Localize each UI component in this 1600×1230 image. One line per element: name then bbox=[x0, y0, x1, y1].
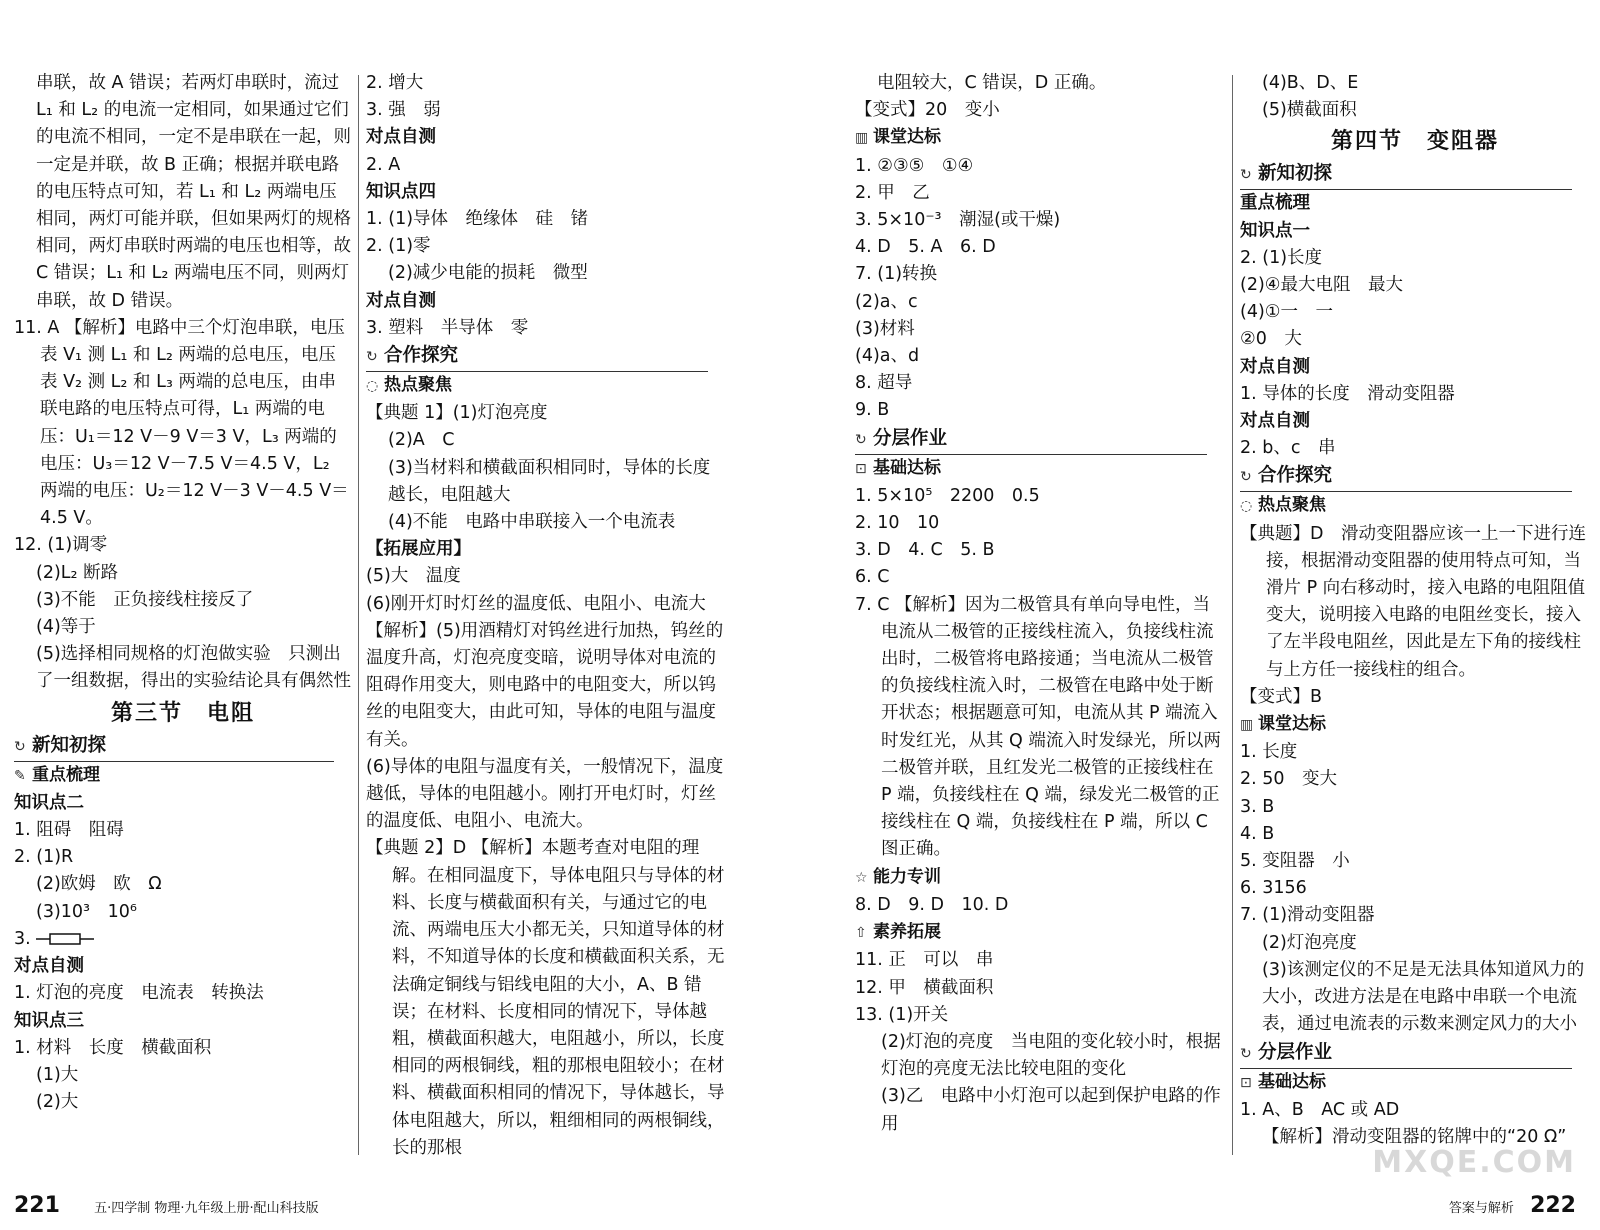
knowledge-point: 知识点三 bbox=[14, 1010, 84, 1031]
knowledge-point: 知识点四 bbox=[366, 181, 436, 202]
subheading: ◌ 热点聚焦 bbox=[366, 372, 726, 400]
answer-line: 4. D 5. A 6. D bbox=[855, 237, 996, 258]
answer-line: 1. (1)导体 绝缘体 硅 锗 bbox=[366, 209, 589, 230]
answer-line: 1. ②③⑤ ①④ bbox=[855, 155, 974, 176]
answer-line: 3. B bbox=[1240, 796, 1275, 817]
answer-line: (2)大 bbox=[36, 1092, 79, 1113]
answer-line: (4)等于 bbox=[36, 617, 96, 638]
answer-line: 6. 3156 bbox=[1240, 878, 1307, 899]
answer-line: 13. (1)开关 bbox=[855, 1004, 949, 1025]
answer-line: (3)该测定仪的不足是无法具体知道风力的大小，改进方法是在电路中串联一个电流表，通过电流表的示数来测定风力的大小 bbox=[1262, 959, 1585, 1035]
subheading: 重点梳理 bbox=[1240, 193, 1310, 214]
answer-line: 【变式】20 变小 bbox=[855, 100, 1000, 121]
up-arrow-icon: ⇧ bbox=[855, 925, 867, 942]
answer-line: 1. 材料 长度 横截面积 bbox=[14, 1037, 212, 1058]
answer-line: 1. 5×10⁵ 2200 0.5 bbox=[855, 485, 1040, 506]
answer-line: 8. D 9. D 10. D bbox=[855, 894, 1009, 915]
subheading: ☆ 能力专训 bbox=[855, 864, 1225, 892]
footer-left bbox=[14, 1193, 319, 1218]
subheading: 对点自测 bbox=[366, 127, 436, 148]
answer-line: 2. 50 变大 bbox=[1240, 769, 1338, 790]
section-bar: ↻ 分层作业 bbox=[855, 425, 1207, 455]
flame-icon: ◌ bbox=[1240, 498, 1253, 515]
answer-line: (2)L₂ 断路 bbox=[36, 562, 119, 583]
answer-line: (4)B、D、E bbox=[1262, 73, 1359, 93]
answer-text: 7. C 【解析】因为二极管具有单向导电性，当电流从二极管的正接线柱流入，负接线柱流出时，二极管将电路接通；当电流从二极管的负接线柱流入时，二极管在电路中处于断开状态；根据题意可知，电流从其 P 端流入时发红光，从其 Q 端流入时发绿光，所以两二极管并联，且红发光二极管的正接线柱在 P 端，负接线柱在 Q 端，绿发光二极管的正接线柱在 Q 端，负接线柱在 P 端，所以 C 图正确。 bbox=[855, 594, 1221, 860]
column-4 bbox=[1240, 70, 1590, 1151]
knowledge-point: 知识点一 bbox=[1240, 220, 1310, 241]
answer-line: 3. D 4. C 5. B bbox=[855, 540, 995, 561]
subheading: ⊡ 基础达标 bbox=[855, 455, 1225, 483]
answer-line: 3. 5×10⁻³ 潮湿(或干燥) bbox=[855, 210, 1061, 231]
subheading: 【拓展应用】 bbox=[366, 539, 471, 560]
answer-line: 1. 灯泡的亮度 电流表 转换法 bbox=[14, 983, 264, 1004]
star-icon: ☆ bbox=[855, 869, 868, 886]
answer-line: 【变式】B bbox=[1240, 686, 1323, 707]
answer-line: 4. B bbox=[1240, 823, 1275, 844]
answer-line: 7. (1)转换 bbox=[855, 264, 938, 285]
section-bar: ↻ 新知初探 bbox=[1240, 160, 1572, 190]
column-divider bbox=[1232, 75, 1233, 1155]
arrow-icon: ↻ bbox=[1240, 469, 1252, 486]
flame-icon: ◌ bbox=[366, 378, 379, 395]
watermark: MXQE.COM bbox=[1372, 1145, 1576, 1180]
column-divider bbox=[358, 75, 359, 1155]
answer-line: (2)④最大电阻 最大 bbox=[1240, 275, 1403, 296]
answer-line: (1)大 bbox=[36, 1064, 79, 1085]
answer-line: 2. (1)零 bbox=[366, 236, 431, 257]
answer-line: 1. 阻碍 阻碍 bbox=[14, 820, 124, 841]
book-icon: ▥ bbox=[855, 130, 869, 147]
page-number: 221 bbox=[14, 1193, 60, 1218]
answer-line: 3. 塑料 半导体 零 bbox=[366, 317, 529, 338]
answer-line: (5)大 温度 bbox=[366, 566, 461, 587]
answer-line: (3)当材料和横截面积相同时，导体的长度越长，电阻越大 bbox=[388, 457, 711, 505]
answer-line: 8. 超导 bbox=[855, 373, 913, 394]
answer-12: 12. (1)调零 bbox=[14, 535, 108, 556]
lock-icon: ⊡ bbox=[1240, 1074, 1252, 1091]
lock-icon: ⊡ bbox=[855, 460, 867, 477]
answer-line: (2)灯泡亮度 bbox=[1262, 932, 1357, 953]
subheading: ◌ 热点聚焦 bbox=[1240, 492, 1590, 520]
section-bar: ↻ 合作探究 bbox=[1240, 462, 1572, 492]
answer-line: 1. A、B AC 或 AD bbox=[1240, 1099, 1400, 1120]
answer-line: 电阻较大，C 错误，D 正确。 bbox=[877, 73, 1107, 93]
answer-11: 11. A 【解析】电路中三个灯泡串联，电压表 V₁ 测 L₁ 和 L₂ 两端的总电压，电压表 V₂ 测 L₂ 和 L₃ 两端的总电压，由串联电路的电压特点可得，L₁ 两端的电压：U₁＝12 V－9 V＝3 V，L₃ 两端的电压：U₃＝12 V－7.5 V＝4.5 V，L₂ 两端的电压：U₂＝12 V－3 V－4.5 V＝4.5 V。 bbox=[14, 317, 349, 529]
arrow-icon: ↻ bbox=[366, 349, 378, 366]
answer-line: (6)刚开灯时灯丝的温度低、电阻小、电流大 bbox=[366, 593, 706, 614]
answer-line: 2. b、c 串 bbox=[1240, 438, 1336, 459]
column-2 bbox=[366, 70, 726, 1162]
answer-line: 9. B bbox=[855, 400, 890, 421]
answer-line: (4)①一 一 bbox=[1240, 302, 1333, 323]
answer-line: 2. 增大 bbox=[366, 73, 424, 93]
footer-right bbox=[1449, 1193, 1576, 1218]
answer-text: 【解析】(5)用酒精灯对钨丝进行加热，钨丝的温度升高，灯泡亮度变暗，说明导体对电流的阻碍作用变大，则电路中的电阻变大，所以钨丝的电阻变大，由此可知，导体的电阻与温度有关。 bbox=[366, 620, 724, 750]
answer-line: 2. 甲 乙 bbox=[855, 182, 930, 203]
subheading: 对点自测 bbox=[1240, 356, 1310, 377]
resistor-symbol-icon bbox=[36, 932, 96, 946]
answer-line: (5)选择相同规格的灯泡做实验 只测出了一组数据，得出的实验结论具有偶然性 bbox=[36, 644, 351, 692]
answer-text: 【典题 2】D 【解析】本题考查对电阻的理解。在相同温度下，导体电阻只与导体的材料、长度与横截面积有关，与通过它的电流、两端电压大小都无关，只知道导体的材料，不知道导体的长度和横截面积关系，无法确定铜线与铝线电阻的大小，A、B 错误；在材料、长度相同的情况下，导体越粗，横截面积越大，电阻越小，所以，长度相同的两根铜线，粗的那根电阻较小；在材料、横截面积相同的情况下，导体越长，导体电阻越大，所以，粗细相同的两根铜线，长的那根 bbox=[366, 838, 725, 1158]
subheading: ▥ 课堂达标 bbox=[855, 124, 1225, 152]
answer-line: (5)横截面积 bbox=[1262, 100, 1357, 121]
answer-line: 7. (1)滑动变阻器 bbox=[1240, 905, 1375, 926]
subheading: ✎ 重点梳理 bbox=[14, 762, 352, 790]
answer-line: ②0 大 bbox=[1240, 329, 1302, 350]
section-title: 第三节 电阻 bbox=[110, 700, 255, 726]
answer-line: 【典题 1】(1)灯泡亮度 bbox=[366, 403, 548, 424]
page-number: 222 bbox=[1530, 1193, 1576, 1218]
answer-line: (2)A C bbox=[388, 430, 455, 451]
answer-line: 2. A bbox=[366, 154, 401, 175]
answer-line: 5. 变阻器 小 bbox=[1240, 851, 1350, 872]
answer-line: (2)欧姆 欧 Ω bbox=[36, 874, 162, 895]
section-bar: ↻ 合作探究 bbox=[366, 342, 708, 372]
book-icon: ▥ bbox=[1240, 717, 1254, 734]
answer-line: 3. 强 弱 bbox=[366, 100, 441, 121]
answer-text: (6)导体的电阻与温度有关，一般情况下，温度越低，导体的电阻越小。刚打开电灯时，灯丝的温度低、电阻小、电流大。 bbox=[366, 756, 724, 832]
answer-line: 6. C bbox=[855, 567, 890, 588]
answer-line: 2. (1)R bbox=[14, 847, 74, 868]
answer-line: 1. 导体的长度 滑动变阻器 bbox=[1240, 383, 1455, 404]
answer-line: 11. 正 可以 串 bbox=[855, 950, 994, 971]
answer-line: (3)乙 电路中小灯泡可以起到保护电路的作用 bbox=[881, 1086, 1221, 1134]
subheading: ▥ 课堂达标 bbox=[1240, 711, 1590, 739]
column-1 bbox=[14, 70, 352, 1116]
subheading: ⊡ 基础达标 bbox=[1240, 1069, 1590, 1097]
book-title: 五·四学制 物理·九年级上册·配山科技版 bbox=[94, 1201, 319, 1216]
section-title: 第四节 变阻器 bbox=[1330, 129, 1499, 155]
answer-line: (2)灯泡的亮度 当电阻的变化较小时，根据灯泡的亮度无法比较电阻的变化 bbox=[881, 1031, 1221, 1080]
answer-line: (4)a、d bbox=[855, 346, 920, 367]
answer-line: (3)不能 正负接线柱接反了 bbox=[36, 589, 254, 610]
subheading: 对点自测 bbox=[366, 290, 436, 311]
knowledge-point: 知识点二 bbox=[14, 792, 84, 813]
answer-line: (3)10³ 10⁶ bbox=[36, 901, 137, 922]
arrow-icon: ↻ bbox=[1240, 1045, 1252, 1062]
answer-line: 1. 长度 bbox=[1240, 742, 1298, 763]
arrow-icon: ↻ bbox=[14, 738, 26, 755]
answer-line: (4)不能 电路中串联接入一个电流表 bbox=[388, 512, 676, 533]
answer-line: 【解析】滑动变阻器的铭牌中的“20 Ω” bbox=[1262, 1126, 1567, 1147]
answer-line: (3)材料 bbox=[855, 318, 915, 339]
section-bar: ↻ 新知初探 bbox=[14, 732, 334, 762]
answer-text: 串联，故 A 错误；若两灯串联时，流过 L₁ 和 L₂ 的电流一定相同，如果通过它们的电流不相同，一定不是串联在一起，则一定是并联，故 B 正确；根据并联电路的电压特点可知，若 L₁ 和 L₂ 两端电压相同，两灯可能并联，但如果两灯的规格相同，两灯串联时两端的电压也相等，故 C 错误；L₁ 和 L₂ 两端电压不同，则两灯串联，故 D 错误。 bbox=[36, 73, 351, 311]
section-bar: ↻ 分层作业 bbox=[1240, 1039, 1572, 1069]
subheading: ⇧ 素养拓展 bbox=[855, 919, 1225, 947]
answer-line: 12. 甲 横截面积 bbox=[855, 977, 994, 998]
pen-icon: ✎ bbox=[14, 767, 26, 784]
subheading: 对点自测 bbox=[1240, 411, 1310, 432]
arrow-icon: ↻ bbox=[1240, 167, 1252, 184]
subheading: 对点自测 bbox=[14, 956, 84, 977]
arrow-icon: ↻ bbox=[855, 431, 867, 448]
answer-line: (2)减少电能的损耗 微型 bbox=[388, 263, 588, 284]
answer-line: 3. bbox=[14, 926, 352, 953]
answer-line: 2. (1)长度 bbox=[1240, 247, 1323, 268]
answer-text: 【典题】D 滑动变阻器应该一上一下进行连接，根据滑动变阻器的使用特点可知，当滑片 P 向右移动时，接入电路的电阻阻值变大，说明接入电路的电阻丝变长，接入了左半段电阻丝，因此是左下角的接线柱与上方任一接线柱的组合。 bbox=[1240, 523, 1586, 680]
footer-caption: 答案与解析 bbox=[1448, 1201, 1514, 1216]
answer-line: (2)a、c bbox=[855, 291, 918, 312]
answer-line: 2. 10 10 bbox=[855, 513, 940, 534]
column-3 bbox=[855, 70, 1225, 1138]
